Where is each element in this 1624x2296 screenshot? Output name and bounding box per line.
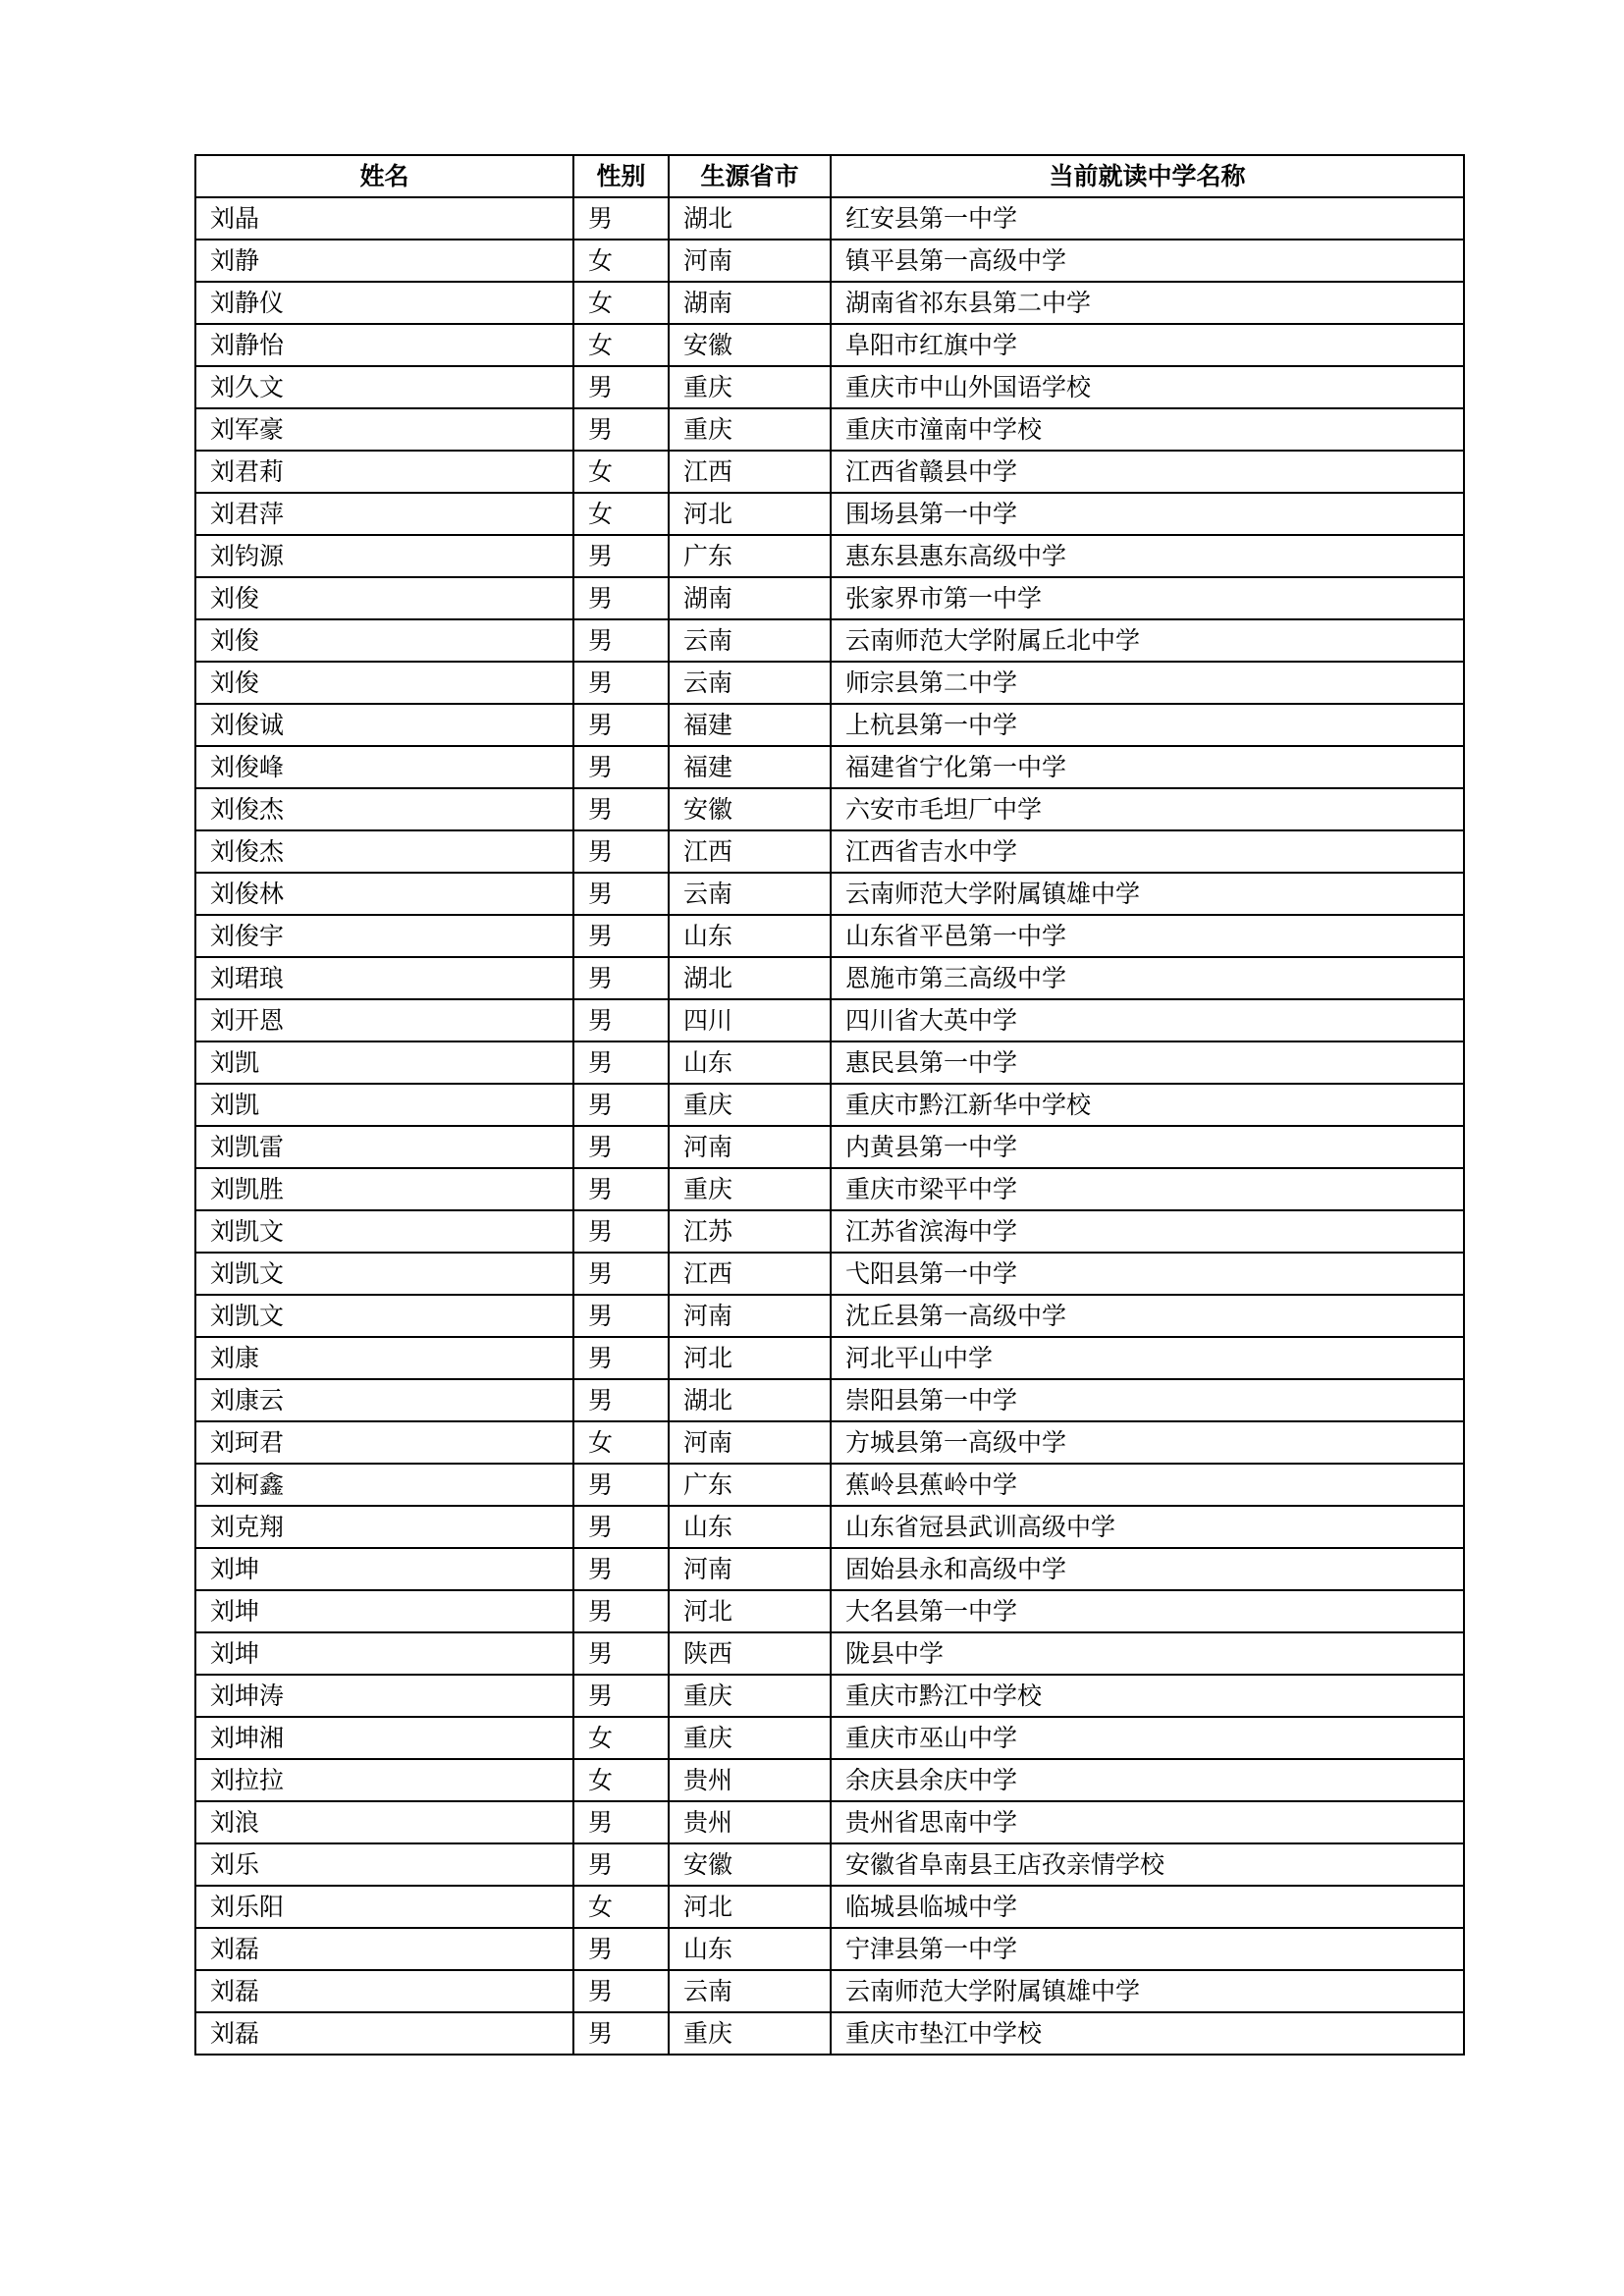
header-province: 生源省市 (669, 155, 831, 197)
cell-name: 刘钧源 (195, 535, 573, 577)
table-row (195, 999, 1464, 1041)
cell-school: 六安市毛坦厂中学 (831, 788, 1464, 830)
cell-name: 刘俊杰 (195, 830, 573, 873)
cell-school: 余庆县余庆中学 (831, 1759, 1464, 1801)
table-row (195, 1548, 1464, 1590)
cell-school: 弋阳县第一中学 (831, 1253, 1464, 1295)
cell-name: 刘珂君 (195, 1421, 573, 1464)
cell-school: 山东省冠县武训高级中学 (831, 1506, 1464, 1548)
cell-gender: 女 (573, 1421, 669, 1464)
cell-school: 围场县第一中学 (831, 493, 1464, 535)
cell-province: 山东 (669, 1041, 831, 1084)
cell-gender: 男 (573, 619, 669, 662)
cell-gender: 女 (573, 240, 669, 282)
cell-name: 刘坤 (195, 1590, 573, 1632)
table-row (195, 873, 1464, 915)
table-row (195, 1126, 1464, 1168)
cell-gender: 男 (573, 1843, 669, 1886)
cell-province: 重庆 (669, 366, 831, 408)
cell-gender: 女 (573, 1717, 669, 1759)
cell-gender: 男 (573, 1295, 669, 1337)
table-row (195, 788, 1464, 830)
cell-gender: 女 (573, 282, 669, 324)
cell-gender: 男 (573, 1337, 669, 1379)
cell-gender: 男 (573, 999, 669, 1041)
cell-name: 刘君萍 (195, 493, 573, 535)
cell-gender: 男 (573, 1970, 669, 2012)
cell-school: 师宗县第二中学 (831, 662, 1464, 704)
table-row (195, 1084, 1464, 1126)
table-row (195, 1210, 1464, 1253)
cell-school: 临城县临城中学 (831, 1886, 1464, 1928)
cell-gender: 男 (573, 830, 669, 873)
table-row (195, 197, 1464, 240)
cell-province: 贵州 (669, 1759, 831, 1801)
table-row (195, 282, 1464, 324)
cell-province: 湖南 (669, 282, 831, 324)
cell-school: 阜阳市红旗中学 (831, 324, 1464, 366)
cell-school: 崇阳县第一中学 (831, 1379, 1464, 1421)
table-row (195, 957, 1464, 999)
table-row (195, 915, 1464, 957)
cell-school: 云南师范大学附属丘北中学 (831, 619, 1464, 662)
cell-province: 陕西 (669, 1632, 831, 1675)
table-row (195, 451, 1464, 493)
cell-gender: 男 (573, 1210, 669, 1253)
cell-gender: 男 (573, 662, 669, 704)
cell-name: 刘康 (195, 1337, 573, 1379)
cell-gender: 男 (573, 577, 669, 619)
table-row (195, 704, 1464, 746)
cell-school: 宁津县第一中学 (831, 1928, 1464, 1970)
cell-province: 云南 (669, 1970, 831, 2012)
cell-name: 刘凯 (195, 1041, 573, 1084)
cell-province: 河北 (669, 1886, 831, 1928)
cell-name: 刘俊峰 (195, 746, 573, 788)
cell-name: 刘久文 (195, 366, 573, 408)
cell-province: 山东 (669, 915, 831, 957)
cell-school: 贵州省思南中学 (831, 1801, 1464, 1843)
cell-school: 陇县中学 (831, 1632, 1464, 1675)
cell-name: 刘坤 (195, 1548, 573, 1590)
cell-school: 恩施市第三高级中学 (831, 957, 1464, 999)
table-row (195, 1675, 1464, 1717)
cell-gender: 男 (573, 788, 669, 830)
cell-name: 刘珺琅 (195, 957, 573, 999)
table-row (195, 1843, 1464, 1886)
cell-school: 四川省大英中学 (831, 999, 1464, 1041)
cell-name: 刘坤 (195, 1632, 573, 1675)
cell-school: 云南师范大学附属镇雄中学 (831, 1970, 1464, 2012)
cell-province: 重庆 (669, 1717, 831, 1759)
cell-name: 刘坤湘 (195, 1717, 573, 1759)
table-row (195, 1295, 1464, 1337)
cell-name: 刘凯雷 (195, 1126, 573, 1168)
cell-name: 刘凯胜 (195, 1168, 573, 1210)
cell-name: 刘静仪 (195, 282, 573, 324)
cell-gender: 男 (573, 1464, 669, 1506)
cell-school: 云南师范大学附属镇雄中学 (831, 873, 1464, 915)
table-row (195, 1379, 1464, 1421)
cell-gender: 女 (573, 324, 669, 366)
cell-name: 刘俊 (195, 577, 573, 619)
header-name: 姓名 (195, 155, 573, 197)
cell-school: 沈丘县第一高级中学 (831, 1295, 1464, 1337)
cell-name: 刘凯文 (195, 1253, 573, 1295)
cell-gender: 男 (573, 1801, 669, 1843)
cell-province: 河南 (669, 1126, 831, 1168)
table-row (195, 240, 1464, 282)
table-row (195, 1801, 1464, 1843)
table-row (195, 324, 1464, 366)
cell-name: 刘坤涛 (195, 1675, 573, 1717)
cell-gender: 男 (573, 1126, 669, 1168)
cell-school: 红安县第一中学 (831, 197, 1464, 240)
cell-school: 惠东县惠东高级中学 (831, 535, 1464, 577)
cell-school: 重庆市潼南中学校 (831, 408, 1464, 451)
cell-province: 云南 (669, 662, 831, 704)
cell-province: 广东 (669, 1464, 831, 1506)
cell-school: 大名县第一中学 (831, 1590, 1464, 1632)
cell-gender: 女 (573, 451, 669, 493)
cell-school: 湖南省祁东县第二中学 (831, 282, 1464, 324)
cell-name: 刘磊 (195, 2012, 573, 2055)
cell-province: 重庆 (669, 408, 831, 451)
cell-province: 江西 (669, 1253, 831, 1295)
header-school: 当前就读中学名称 (831, 155, 1464, 197)
cell-school: 重庆市中山外国语学校 (831, 366, 1464, 408)
cell-province: 河北 (669, 493, 831, 535)
cell-gender: 男 (573, 1632, 669, 1675)
table-header-row (195, 155, 1464, 197)
cell-province: 云南 (669, 873, 831, 915)
cell-name: 刘俊杰 (195, 788, 573, 830)
cell-province: 重庆 (669, 2012, 831, 2055)
cell-name: 刘静 (195, 240, 573, 282)
table-row (195, 1759, 1464, 1801)
cell-school: 江西省吉水中学 (831, 830, 1464, 873)
cell-province: 福建 (669, 746, 831, 788)
table-row (195, 662, 1464, 704)
table-row (195, 2012, 1464, 2055)
cell-province: 湖南 (669, 577, 831, 619)
cell-name: 刘开恩 (195, 999, 573, 1041)
cell-gender: 男 (573, 746, 669, 788)
cell-gender: 男 (573, 1379, 669, 1421)
table-row (195, 1886, 1464, 1928)
table-row (195, 1506, 1464, 1548)
cell-school: 重庆市黔江中学校 (831, 1675, 1464, 1717)
table-row (195, 1590, 1464, 1632)
cell-province: 重庆 (669, 1168, 831, 1210)
table-row (195, 577, 1464, 619)
cell-gender: 男 (573, 1506, 669, 1548)
cell-school: 张家界市第一中学 (831, 577, 1464, 619)
cell-province: 江西 (669, 451, 831, 493)
cell-province: 福建 (669, 704, 831, 746)
cell-school: 重庆市梁平中学 (831, 1168, 1464, 1210)
cell-gender: 女 (573, 1886, 669, 1928)
cell-name: 刘俊林 (195, 873, 573, 915)
table-row (195, 1421, 1464, 1464)
cell-gender: 男 (573, 2012, 669, 2055)
cell-school: 重庆市黔江新华中学校 (831, 1084, 1464, 1126)
cell-school: 福建省宁化第一中学 (831, 746, 1464, 788)
cell-gender: 男 (573, 1928, 669, 1970)
cell-name: 刘军豪 (195, 408, 573, 451)
cell-gender: 男 (573, 535, 669, 577)
table-row (195, 1970, 1464, 2012)
cell-school: 安徽省阜南县王店孜亲情学校 (831, 1843, 1464, 1886)
cell-province: 重庆 (669, 1084, 831, 1126)
cell-gender: 男 (573, 1590, 669, 1632)
cell-school: 河北平山中学 (831, 1337, 1464, 1379)
cell-province: 河南 (669, 240, 831, 282)
cell-province: 重庆 (669, 1675, 831, 1717)
cell-name: 刘乐 (195, 1843, 573, 1886)
header-gender: 性别 (573, 155, 669, 197)
table-row (195, 1632, 1464, 1675)
cell-province: 河南 (669, 1295, 831, 1337)
cell-school: 江西省赣县中学 (831, 451, 1464, 493)
cell-province: 云南 (669, 619, 831, 662)
table-row (195, 1337, 1464, 1379)
cell-province: 山东 (669, 1506, 831, 1548)
cell-gender: 男 (573, 1548, 669, 1590)
cell-school: 内黄县第一中学 (831, 1126, 1464, 1168)
cell-name: 刘柯鑫 (195, 1464, 573, 1506)
cell-school: 蕉岭县蕉岭中学 (831, 1464, 1464, 1506)
cell-gender: 男 (573, 408, 669, 451)
table-row (195, 366, 1464, 408)
cell-gender: 男 (573, 704, 669, 746)
cell-province: 山东 (669, 1928, 831, 1970)
cell-province: 河北 (669, 1590, 831, 1632)
cell-school: 重庆市巫山中学 (831, 1717, 1464, 1759)
cell-gender: 男 (573, 873, 669, 915)
cell-name: 刘克翔 (195, 1506, 573, 1548)
table-row (195, 493, 1464, 535)
cell-gender: 女 (573, 1759, 669, 1801)
cell-school: 方城县第一高级中学 (831, 1421, 1464, 1464)
cell-province: 安徽 (669, 1843, 831, 1886)
cell-gender: 男 (573, 1168, 669, 1210)
cell-name: 刘康云 (195, 1379, 573, 1421)
cell-name: 刘磊 (195, 1928, 573, 1970)
table-row (195, 535, 1464, 577)
cell-gender: 男 (573, 957, 669, 999)
cell-province: 湖北 (669, 1379, 831, 1421)
cell-school: 上杭县第一中学 (831, 704, 1464, 746)
cell-province: 安徽 (669, 324, 831, 366)
cell-school: 固始县永和高级中学 (831, 1548, 1464, 1590)
table-row (195, 746, 1464, 788)
cell-name: 刘乐阳 (195, 1886, 573, 1928)
table-row (195, 619, 1464, 662)
cell-name: 刘俊 (195, 619, 573, 662)
cell-name: 刘俊 (195, 662, 573, 704)
cell-gender: 男 (573, 197, 669, 240)
cell-province: 河北 (669, 1337, 831, 1379)
cell-name: 刘拉拉 (195, 1759, 573, 1801)
student-table (194, 154, 1465, 2056)
cell-province: 四川 (669, 999, 831, 1041)
cell-name: 刘凯文 (195, 1295, 573, 1337)
cell-province: 贵州 (669, 1801, 831, 1843)
cell-name: 刘晶 (195, 197, 573, 240)
cell-gender: 男 (573, 366, 669, 408)
table-row (195, 1253, 1464, 1295)
table-row (195, 1168, 1464, 1210)
table-row (195, 1928, 1464, 1970)
cell-province: 河南 (669, 1421, 831, 1464)
table-row (195, 830, 1464, 873)
cell-name: 刘俊诚 (195, 704, 573, 746)
cell-school: 江苏省滨海中学 (831, 1210, 1464, 1253)
cell-name: 刘静怡 (195, 324, 573, 366)
cell-name: 刘凯 (195, 1084, 573, 1126)
cell-name: 刘磊 (195, 1970, 573, 2012)
cell-name: 刘浪 (195, 1801, 573, 1843)
table-row (195, 1717, 1464, 1759)
cell-province: 湖北 (669, 957, 831, 999)
cell-gender: 男 (573, 915, 669, 957)
cell-province: 湖北 (669, 197, 831, 240)
cell-gender: 男 (573, 1253, 669, 1295)
cell-province: 广东 (669, 535, 831, 577)
cell-province: 安徽 (669, 788, 831, 830)
cell-province: 江苏 (669, 1210, 831, 1253)
cell-gender: 女 (573, 493, 669, 535)
cell-name: 刘俊宇 (195, 915, 573, 957)
cell-province: 江西 (669, 830, 831, 873)
cell-gender: 男 (573, 1675, 669, 1717)
cell-gender: 男 (573, 1084, 669, 1126)
cell-province: 河南 (669, 1548, 831, 1590)
table-row (195, 1041, 1464, 1084)
cell-name: 刘君莉 (195, 451, 573, 493)
cell-school: 镇平县第一高级中学 (831, 240, 1464, 282)
table-row (195, 1464, 1464, 1506)
cell-school: 重庆市垫江中学校 (831, 2012, 1464, 2055)
table-row (195, 408, 1464, 451)
cell-name: 刘凯文 (195, 1210, 573, 1253)
cell-gender: 男 (573, 1041, 669, 1084)
cell-school: 山东省平邑第一中学 (831, 915, 1464, 957)
cell-school: 惠民县第一中学 (831, 1041, 1464, 1084)
